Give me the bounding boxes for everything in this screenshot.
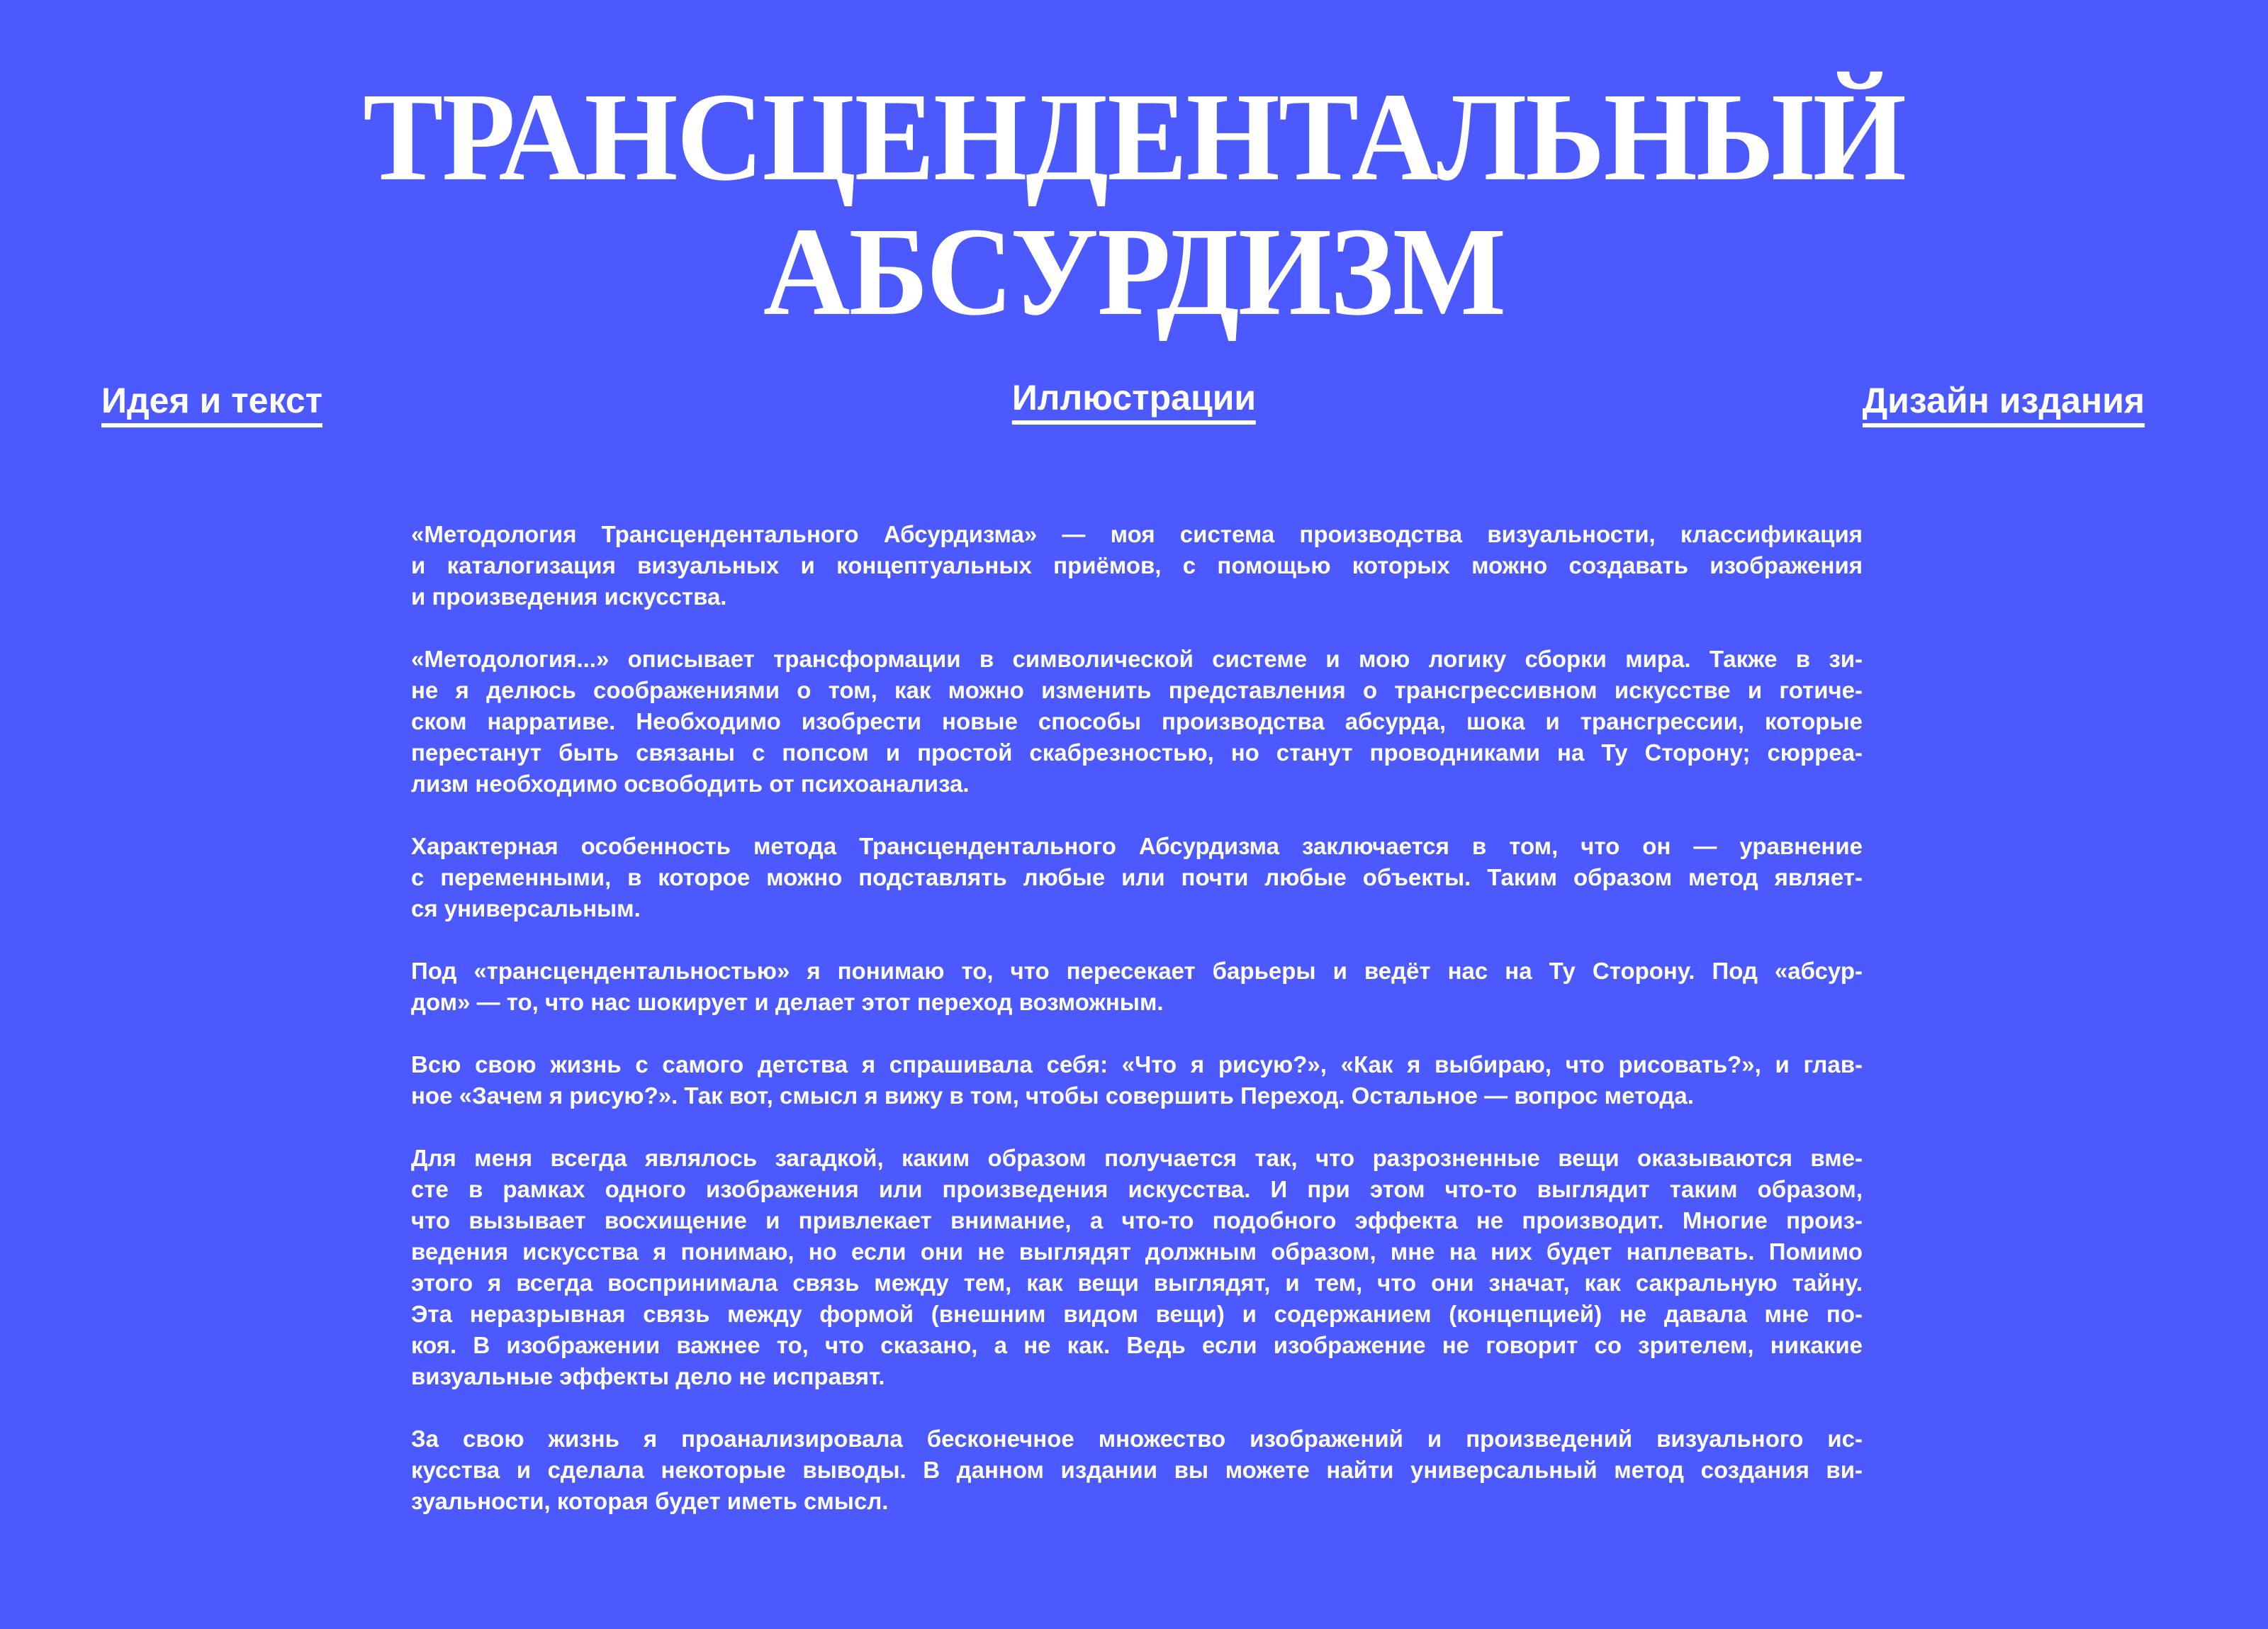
paragraph-line: сте в рамках одного изображения или произведения искусства. И при этом что-то выглядит таким образом,: [411, 1176, 1863, 1202]
body-text: [411, 519, 1863, 1548]
nav-link-publication-design[interactable]: Дизайн издания: [1863, 381, 2145, 427]
paragraph-line: ском нарративе. Необходимо изобрести новые способы производства абсурда, шока и трансгрессии, которые: [411, 708, 1863, 734]
paragraph-line: и произведения искусства.: [411, 583, 727, 610]
paragraph-line: Эта неразрывная связь между формой (внешним видом вещи) и содержанием (концепцией) не давала мне по-: [411, 1301, 1863, 1327]
paragraph: [411, 956, 1863, 1018]
paragraph-line: За свою жизнь я проанализировала бесконечное множество изображений и произведений визуального ис-: [411, 1426, 1863, 1452]
paragraph-line: ное «Зачем я рисую?». Так вот, смысл я вижу в том, чтобы совершить Переход. Остальное — вопрос метода.: [411, 1082, 1694, 1109]
paragraph-line: не я делюсь соображениями о том, как можно изменить представления о трансгрессивном искусстве и готиче-: [411, 677, 1863, 703]
title-line-2: АБСУРДИЗМ: [763, 201, 1505, 342]
title-line-1: ТРАНСЦЕНДЕНТАЛЬНЫЙ: [363, 67, 1905, 207]
paragraph-line: Характерная особенность метода Трансцендентального Абсурдизма заключается в том, что он — уравнение: [411, 833, 1863, 859]
paragraph-line: ведения искусства я понимаю, но если они не выглядят должным образом, мне на них будет наплевать. Помимо: [411, 1238, 1863, 1265]
paragraph: [411, 1049, 1863, 1112]
paragraph-line: перестанут быть связаны с попсом и простой скабрезностью, но станут проводниками на Ту Сторону; сюррea-: [411, 739, 1863, 766]
paragraph-line: ся универсальным.: [411, 895, 641, 922]
nav-link-illustrations[interactable]: Иллюстрации: [1012, 379, 1256, 425]
paragraph-line: Под «трансцендентальностью» я понимаю то, что пересекает барьеры и ведёт нас на Ту Сторону. Под «абсур-: [411, 958, 1863, 984]
paragraph: [411, 644, 1863, 800]
paragraph: [411, 519, 1863, 612]
paragraph: [411, 1423, 1863, 1517]
paragraph: [411, 831, 1863, 924]
paragraph-line: «Методология Трансцендентального Абсурдизма» — моя система производства визуальности, классификация: [411, 521, 1863, 547]
paragraph-line: Всю свою жизнь с самого детства я спрашивала себя: «Что я рисую?», «Как я выбираю, что рисовать?», и глав-: [411, 1051, 1863, 1077]
paragraph-line: кусства и сделала некоторые выводы. В данном издании вы можете найти универсальный метод создания ви-: [411, 1457, 1863, 1483]
nav-link-idea-and-text[interactable]: Идея и текст: [101, 381, 322, 427]
paragraph-line: коя. В изображении важнее то, что сказано, а не как. Ведь если изображение не говорит со зрителем, никакие: [411, 1332, 1863, 1358]
paragraph-line: и каталогизация визуальных и концептуальных приёмов, с помощью которых можно создавать изображения: [411, 552, 1863, 578]
paragraph-line: визуальные эффекты дело не исправят.: [411, 1363, 885, 1389]
paragraph-line: что вызывает восхищение и привлекает внимание, а что-то подобного эффекта не производит. Многие произ-: [411, 1207, 1863, 1233]
paragraph-line: Для меня всегда являлось загадкой, каким образом получается так, что разрозненные вещи оказываются вме-: [411, 1145, 1863, 1171]
paragraph-line: с переменными, в которое можно подставлять любые или почти любые объекты. Таким образом метод являет-: [411, 864, 1863, 890]
paragraph-line: дом» — то, что нас шокирует и делает этот переход возможным.: [411, 989, 1164, 1015]
paragraph: [411, 1143, 1863, 1392]
paragraph-line: зуальности, которая будет иметь смысл.: [411, 1488, 889, 1514]
paragraph-line: «Методология...» описывает трансформации в символической системе и мою логику сборки мира. Также в зи-: [411, 646, 1863, 672]
paragraph-line: этого я всегда воспринимала связь между тем, как вещи выглядят, и тем, что они значат, как сакральную тайну.: [411, 1270, 1863, 1296]
paragraph-line: лизм необходимо освободить от психоанализа.: [411, 771, 970, 797]
